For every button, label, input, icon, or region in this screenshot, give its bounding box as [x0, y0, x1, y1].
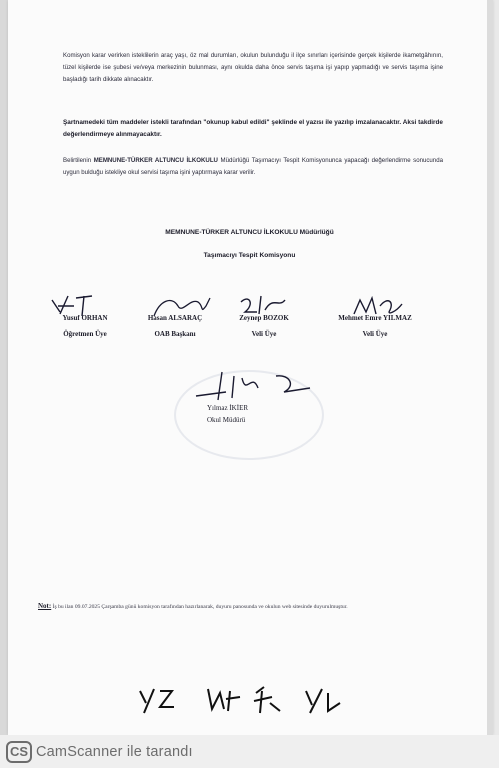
- signatory-role: OAB Başkanı: [154, 330, 196, 338]
- school-directorate-title: MEMNUNE-TÜRKER ALTUNCU İLKOKULU Müdürlüğü: [165, 229, 334, 236]
- signatory-role: Veli Üye: [251, 330, 277, 338]
- signatory-parent-member: [209, 314, 319, 338]
- note-block: [38, 602, 458, 612]
- handwritten-signature-icon: [209, 292, 319, 322]
- paragraph-decision: [63, 155, 443, 179]
- signatory-name: Yusuf ORHAN: [62, 314, 108, 322]
- commission-title: Taşımacıyı Tespit Komisyonu: [203, 252, 296, 259]
- signatory-name: Hasan ALSARAÇ: [147, 314, 203, 322]
- signatory-role: Veli Üye: [362, 330, 388, 338]
- paragraph-decision-suffix: Müdürlüğü Taşımacıyı Tespit Komisyonunca yapacağı değerlendirme sonucunda uygun bulduğu istekliye okul servisi taşıma işini yaptırmaya karar verilir.: [63, 157, 443, 176]
- principal-role: Okul Müdürü: [207, 416, 246, 424]
- camscanner-logo-icon: CS: [6, 741, 32, 763]
- paragraph-handwritten-requirement: Şartnamedeki tüm maddeler istekli tarafından "okunup kabul edildi" şeklinde el yazısı ile yazılıp imzalanacaktır. Aksi takdirde değerlendirmeye alınmayacaktır.: [63, 119, 443, 138]
- signatory-parent-member-2: [320, 314, 430, 338]
- note-text: İş bu ilan 09.07.2025 Çarşamba günü komisyon tarafından hazırlanarak, duyuru panosunda ve okulun web sitesinde duyurulmuştur.: [52, 604, 348, 610]
- principal-text: [207, 402, 248, 426]
- note-label: Not:: [38, 602, 52, 610]
- principal-name: Yılmaz İKİER: [207, 404, 249, 412]
- handwritten-signature-icon: [186, 366, 336, 406]
- principal-signature-block: [174, 370, 334, 460]
- handwritten-initials-icon: [130, 683, 370, 719]
- signatory-role: Öğretmen Üye: [63, 330, 107, 338]
- paragraph-evaluation-criteria: Komisyon karar verirken isteklilerin araç yaşı, öz mal durumları, okulun bulunduğu il ilçe sınırları içerisinde gerçek kişilerde ikametgâhının, tüzel kişilerde ise şubesi ve/veya merkezinin bulunması, aynı okulda daha önce servis taşıma işi yapıp yapmadığı ve servis taşıma işine başladığı tarih dikkate alınacaktır.: [63, 52, 443, 83]
- camscanner-caption: CamScanner ile tarandı: [36, 743, 193, 760]
- paragraph-decision-prefix: Belirtilenin: [63, 157, 92, 164]
- handwritten-signature-icon: [320, 292, 430, 322]
- paragraph-decision-school: MEMNUNE-TÜRKER ALTUNCU İLKOKULU: [93, 157, 218, 164]
- scan-right-edge: [487, 0, 493, 735]
- camscanner-footer: [0, 735, 499, 768]
- scan-left-edge: [0, 0, 8, 735]
- signatory-name: Zeynep BOZOK: [239, 314, 289, 322]
- signatory-name: Mehmet Emre YILMAZ: [338, 314, 412, 322]
